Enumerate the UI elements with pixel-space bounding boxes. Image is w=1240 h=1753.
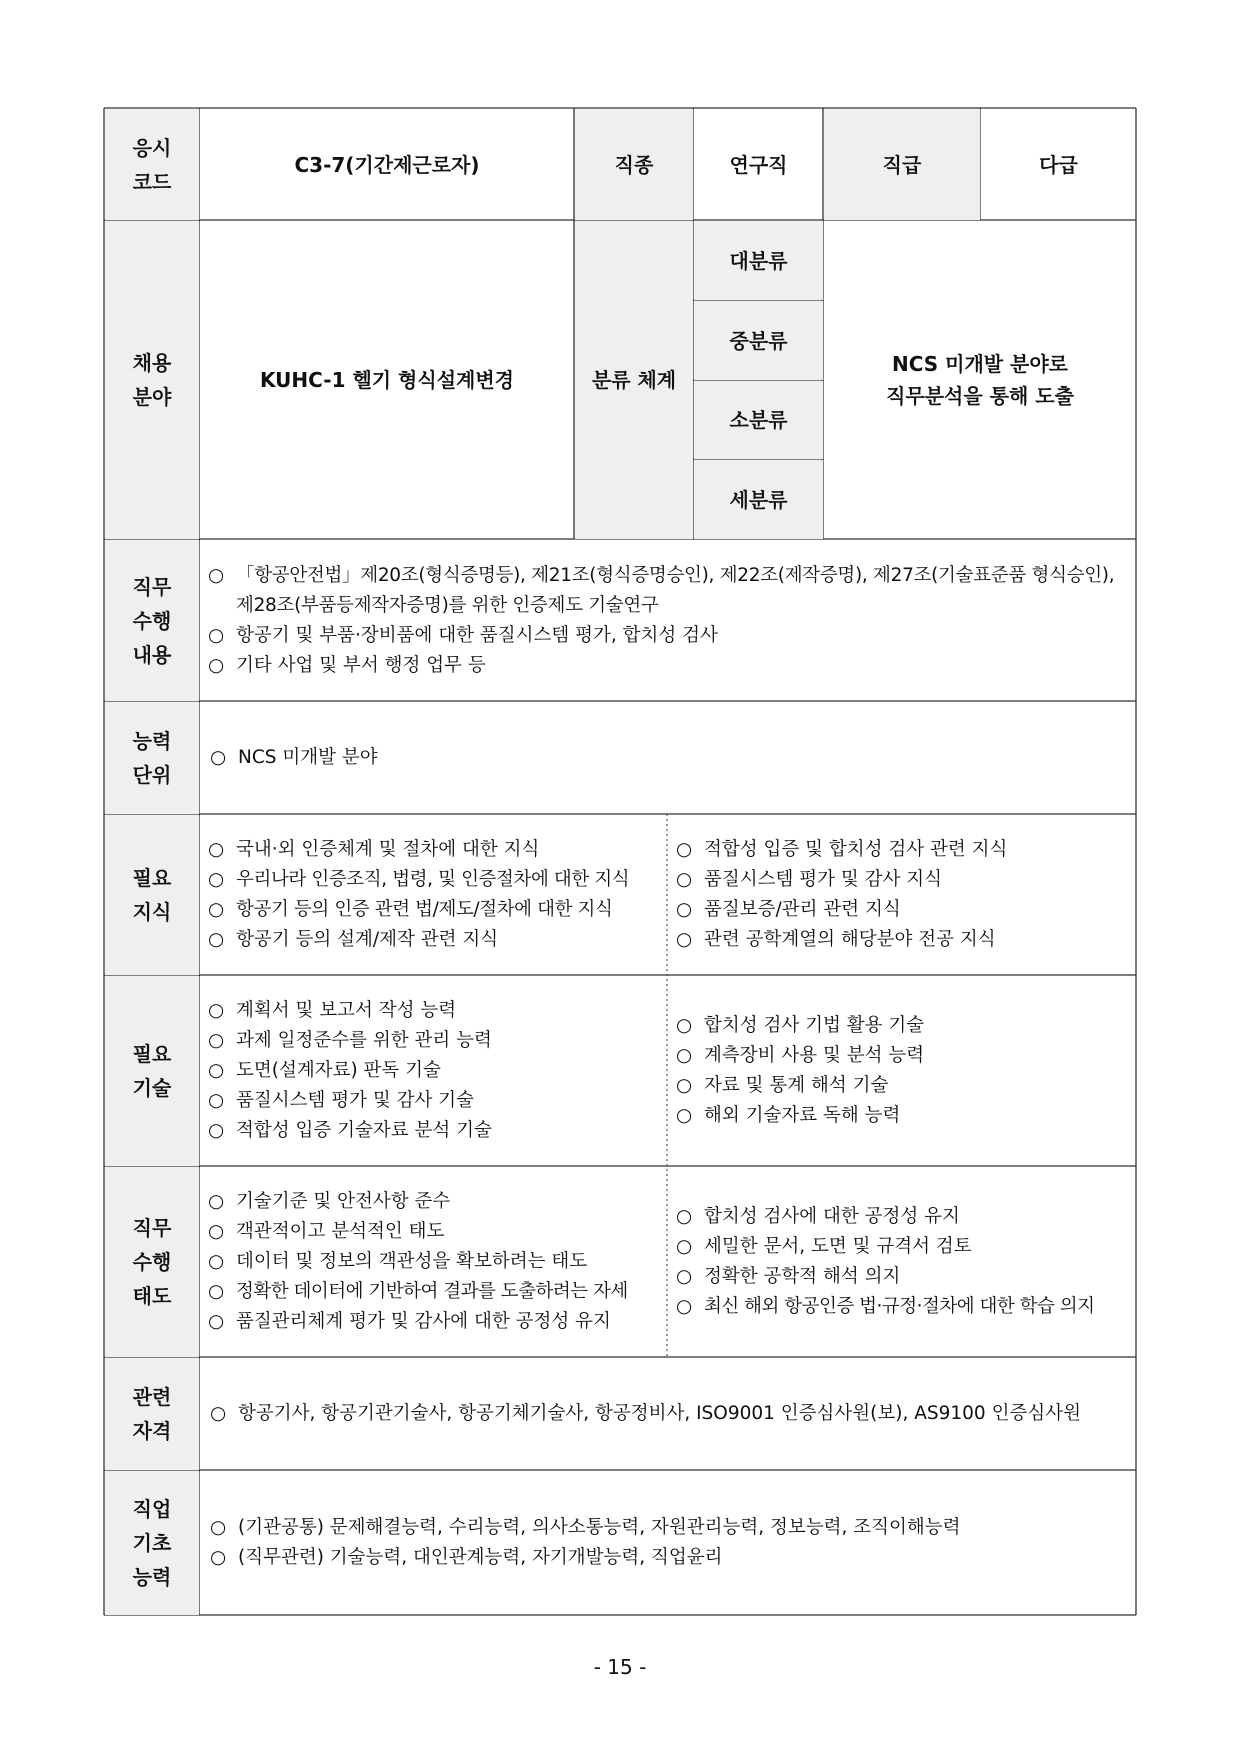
license-label: 관련 자격 bbox=[105, 1358, 199, 1470]
list-item: ○ 자료 및 통계 해석 기술 bbox=[676, 1071, 1136, 1101]
basic-list bbox=[200, 1471, 1136, 1615]
list-item: ○ 항공기 등의 설계/제작 관련 지식 bbox=[208, 925, 667, 955]
bullet-icon: ○ bbox=[208, 1191, 225, 1212]
attitude-right-list bbox=[668, 1167, 1136, 1357]
list-item: ○ 합치성 검사 기법 활용 기술 bbox=[676, 1011, 1136, 1041]
class-level-minor: 소분류 bbox=[694, 381, 823, 459]
bullet-icon: ○ bbox=[208, 1060, 225, 1081]
bullet-icon: ○ bbox=[208, 839, 225, 860]
bullet-icon: ○ bbox=[208, 624, 225, 646]
class-level-middle: 중분류 bbox=[694, 301, 823, 380]
list-item: ○ 품질관리체계 평가 및 감사에 대한 공정성 유지 bbox=[208, 1307, 667, 1337]
code-value: C3-7(기간제근로자) bbox=[294, 152, 480, 177]
bullet-icon: ○ bbox=[208, 869, 225, 890]
ability-list bbox=[200, 702, 1136, 814]
ability-label: 능력 단위 bbox=[105, 702, 199, 814]
knowledge-left-list bbox=[200, 815, 667, 975]
duty-label: 직무 수행 내용 bbox=[105, 540, 199, 701]
code-label: 응시 코드 bbox=[105, 109, 199, 220]
class-level-major: 대분류 bbox=[694, 221, 823, 300]
grade-label: 직급 bbox=[824, 109, 980, 220]
skill-label: 필요 기술 bbox=[105, 976, 199, 1166]
list-item: ○ 계측장비 사용 및 분석 능력 bbox=[676, 1041, 1136, 1071]
list-item: ○ 세밀한 문서, 도면 및 규격서 검토 bbox=[676, 1232, 1136, 1262]
page-number: - 15 - bbox=[593, 1655, 647, 1679]
bullet-icon: ○ bbox=[208, 654, 225, 676]
bullet-icon: ○ bbox=[210, 1547, 227, 1568]
recruit-value: KUHC-1 헬기 형식설계변경 bbox=[260, 368, 514, 392]
list-item: ○ 정확한 데이터에 기반하여 결과를 도출하려는 자세 bbox=[208, 1277, 667, 1307]
knowledge-right-list bbox=[668, 815, 1136, 975]
list-item: ○ 「항공안전법」제20조(형식증명등), 제21조(형식증명승인), 제22조(제작증명), 제27조(기술표준품 형식승인), 제28조(부품등제작자증명)를 위한 인증제도 기술연구 bbox=[208, 561, 1136, 621]
list-item: ○ 정확한 공학적 해석 의지 bbox=[676, 1262, 1136, 1292]
list-item: ○ 적합성 입증 기술자료 분석 기술 bbox=[208, 1116, 667, 1146]
class-value: NCS 미개발 분야로 직무분석을 통해 도출 bbox=[886, 352, 1074, 408]
list-item: ○ NCS 미개발 분야 bbox=[210, 743, 1136, 773]
bullet-icon: ○ bbox=[676, 869, 693, 890]
knowledge-label: 필요 지식 bbox=[105, 815, 199, 975]
job-type-label: 직종 bbox=[575, 109, 693, 220]
bullet-icon: ○ bbox=[210, 1403, 227, 1424]
bullet-icon: ○ bbox=[208, 929, 225, 950]
list-item: ○ 항공기 등의 인증 관련 법/제도/절차에 대한 지식 bbox=[208, 895, 667, 925]
list-item: ○ 품질시스템 평가 및 감사 지식 bbox=[676, 865, 1136, 895]
bullet-icon: ○ bbox=[676, 929, 693, 950]
list-item: ○ 해외 기술자료 독해 능력 bbox=[676, 1101, 1136, 1131]
bullet-icon: ○ bbox=[210, 1517, 227, 1538]
bullet-icon: ○ bbox=[208, 1090, 225, 1111]
bullet-icon: ○ bbox=[208, 1030, 225, 1051]
bullet-icon: ○ bbox=[676, 899, 693, 920]
list-item: ○ (직무관련) 기술능력, 대인관계능력, 자기개발능력, 직업윤리 bbox=[210, 1543, 1136, 1573]
list-item: ○ 항공기사, 항공기관기술사, 항공기체기술사, 항공정비사, ISO9001 인증심사원(보), AS9100 인증심사원 bbox=[210, 1399, 1136, 1429]
bullet-icon: ○ bbox=[676, 1236, 693, 1257]
bullet-icon: ○ bbox=[676, 1206, 693, 1227]
bullet-icon: ○ bbox=[208, 1000, 225, 1021]
list-item: ○ 데이터 및 정보의 객관성을 확보하려는 태도 bbox=[208, 1247, 667, 1277]
list-item: ○ 관련 공학계열의 해당분야 전공 지식 bbox=[676, 925, 1136, 955]
bullet-icon: ○ bbox=[676, 839, 693, 860]
list-item: ○ 국내·외 인증체계 및 절차에 대한 지식 bbox=[208, 835, 667, 865]
list-item: ○ 항공기 및 부품·장비품에 대한 품질시스템 평가, 합치성 검사 bbox=[208, 621, 1136, 651]
list-item: ○ (기관공통) 문제해결능력, 수리능력, 의사소통능력, 자원관리능력, 정보능력, 조직이해능력 bbox=[210, 1513, 1136, 1543]
bullet-icon: ○ bbox=[676, 1105, 693, 1126]
list-item: ○ 합치성 검사에 대한 공정성 유지 bbox=[676, 1202, 1136, 1232]
list-item: ○ 계획서 및 보고서 작성 능력 bbox=[208, 996, 667, 1026]
bullet-icon: ○ bbox=[208, 564, 225, 586]
list-item: ○ 과제 일정준수를 위한 관리 능력 bbox=[208, 1026, 667, 1056]
bullet-icon: ○ bbox=[210, 747, 227, 768]
duty-list bbox=[200, 540, 1136, 701]
list-item: ○ 도면(설계자료) 판독 기술 bbox=[208, 1056, 667, 1086]
bullet-icon: ○ bbox=[208, 899, 225, 920]
bullet-icon: ○ bbox=[676, 1015, 693, 1036]
grade-value: 다급 bbox=[1039, 152, 1078, 177]
bullet-icon: ○ bbox=[208, 1281, 225, 1302]
list-item: ○ 적합성 입증 및 합치성 검사 관련 지식 bbox=[676, 835, 1136, 865]
bullet-icon: ○ bbox=[208, 1221, 225, 1242]
list-item: ○ 품질보증/관리 관련 지식 bbox=[676, 895, 1136, 925]
license-list bbox=[200, 1358, 1136, 1470]
bullet-icon: ○ bbox=[676, 1266, 693, 1287]
list-item: ○ 기술기준 및 안전사항 준수 bbox=[208, 1187, 667, 1217]
list-item: ○ 우리나라 인증조직, 법령, 및 인증절차에 대한 지식 bbox=[208, 865, 667, 895]
skill-left-list bbox=[200, 976, 667, 1166]
basic-label: 직업 기초 능력 bbox=[105, 1471, 199, 1615]
bullet-icon: ○ bbox=[676, 1296, 693, 1317]
skill-right-list bbox=[668, 976, 1136, 1166]
recruit-label: 채용 분야 bbox=[105, 221, 199, 539]
attitude-left-list bbox=[200, 1167, 667, 1357]
list-item: ○ 객관적이고 분석적인 태도 bbox=[208, 1217, 667, 1247]
list-item: ○ 최신 해외 항공인증 법·규정·절차에 대한 학습 의지 bbox=[676, 1292, 1136, 1322]
bullet-icon: ○ bbox=[676, 1075, 693, 1096]
attitude-label: 직무 수행 태도 bbox=[105, 1167, 199, 1357]
bullet-icon: ○ bbox=[676, 1045, 693, 1066]
class-level-detail: 세분류 bbox=[694, 460, 823, 539]
bullet-icon: ○ bbox=[208, 1120, 225, 1141]
list-item: ○ 품질시스템 평가 및 감사 기술 bbox=[208, 1086, 667, 1116]
class-label: 분류 체계 bbox=[575, 221, 693, 539]
job-type-value: 연구직 bbox=[729, 152, 788, 177]
bullet-icon: ○ bbox=[208, 1311, 225, 1332]
bullet-icon: ○ bbox=[208, 1251, 225, 1272]
list-item: ○ 기타 사업 및 부서 행정 업무 등 bbox=[208, 651, 1136, 681]
